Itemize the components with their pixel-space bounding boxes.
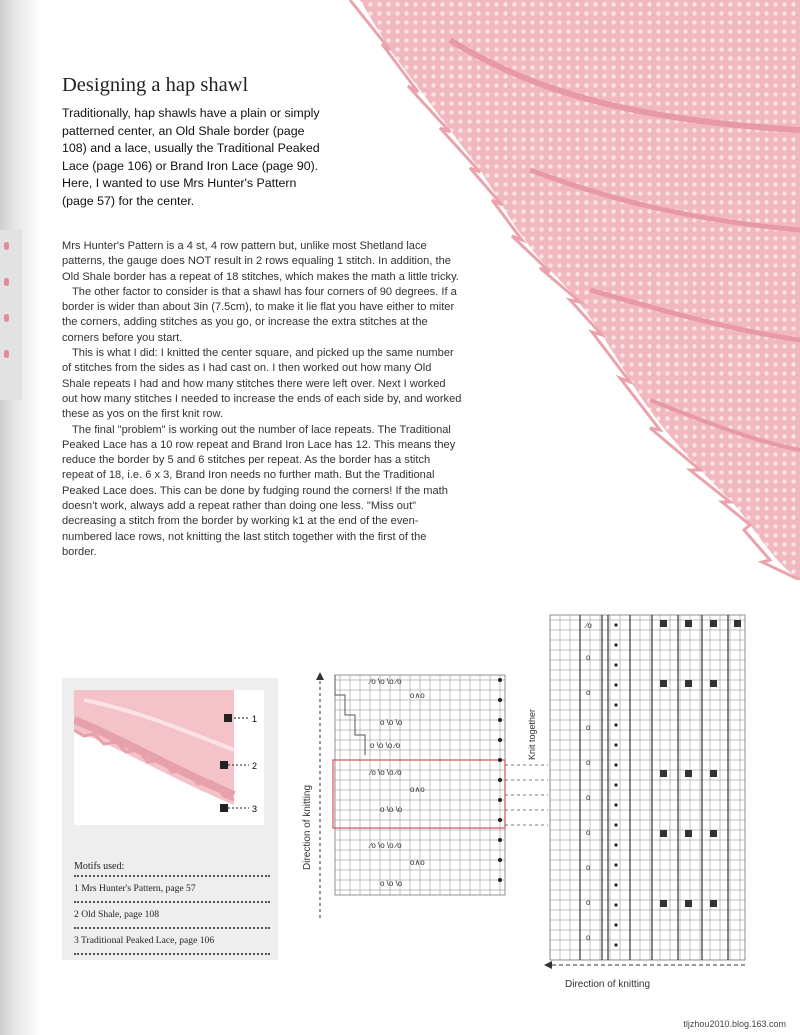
page-title: Designing a hap shawl <box>62 74 249 96</box>
motif-photo <box>74 690 264 825</box>
svg-text:o: o <box>586 828 591 837</box>
svg-text:∕o: ∕o <box>586 621 592 630</box>
svg-text:o: o <box>586 898 591 907</box>
motifs-panel <box>62 678 278 960</box>
svg-text:o: o <box>586 933 591 942</box>
svg-text:o: o <box>586 863 591 872</box>
intro-paragraph: Traditionally, hap shawls have a plain or simply patterned center, an Old Shale border (page 108) and a lace, usually the Traditional Peaked Lace (page 106) or Brand Iron Lace (page 90). Here, I wanted to use Mrs Hunter's Pattern (page 57) for the center. <box>62 106 320 208</box>
svg-text:o: o <box>586 758 591 767</box>
svg-text:o \o \o ∕o: o \o \o ∕o <box>370 741 401 750</box>
motif-item: 2 Old Shale, page 108 <box>74 901 270 927</box>
svg-text:o \o \o: o \o \o <box>380 805 403 814</box>
svg-text:o \o \o: o \o \o <box>380 718 403 727</box>
peaked-lace-chart <box>302 672 548 920</box>
callout-1: 1 <box>252 714 258 724</box>
svg-text:∕o \o \o ∕o: ∕o \o \o ∕o <box>370 768 402 777</box>
body-paragraph: Mrs Hunter's Pattern is a 4 st, 4 row pattern but, unlike most Shetland lace patterns, the gauge does NOT result in 2 rows equaling 1 stitch. In addition, the Old Shale border has a repeat of 18 stitches, which makes the math a little tricky. <box>62 240 459 283</box>
body-text <box>62 239 462 560</box>
svg-text:∕o \o \o ∕o: ∕o \o \o ∕o <box>370 841 402 850</box>
svg-text:o: o <box>586 688 591 697</box>
body-paragraph: This is what I did: I knitted the center square, and picked up the same number of stitches from the sides as I had cast on. I then worked out how many Old Shale repeats I had and how many stitches there were left over. Next I worked out how many stitches I needed to increase the ends of each side by, and worked these as yos on the first knit row. <box>62 347 462 421</box>
svg-text:o: o <box>586 653 591 662</box>
motif-item: 3 Traditional Peaked Lace, page 106 <box>74 927 270 955</box>
callout-3: 3 <box>252 804 258 814</box>
previous-page-edge <box>0 230 22 400</box>
direction-label-horizontal: Direction of knitting <box>565 979 651 990</box>
direction-label-vertical: Direction of knitting <box>302 784 313 870</box>
motifs-list <box>74 875 270 955</box>
motifs-heading: Motifs used: <box>74 861 125 872</box>
knitting-chart <box>290 600 760 1000</box>
callout-2: 2 <box>252 761 258 771</box>
svg-text:o∧o: o∧o <box>410 691 425 700</box>
watermark: tljzhou2010.blog.163.com <box>683 1019 786 1029</box>
old-shale-chart <box>544 615 745 990</box>
svg-text:o: o <box>586 723 591 732</box>
book-spine-shadow <box>0 0 42 1035</box>
svg-text:o∧o: o∧o <box>410 858 425 867</box>
svg-text:o \o \o: o \o \o <box>380 879 403 888</box>
knit-together-label: Knit together <box>527 708 537 760</box>
body-paragraph: The other factor to consider is that a shawl has four corners of 90 degrees. If a border is wider than about 3in (7.5cm), to make it lie flat you have either to miter the corners, adding stitches as you go, or increase the extra stitches at the corners before you start. <box>62 285 457 344</box>
svg-text:o∧o: o∧o <box>410 785 425 794</box>
svg-text:o: o <box>586 793 591 802</box>
svg-text:∕o \o \o ∕o: ∕o \o \o ∕o <box>370 677 402 686</box>
motif-item: 1 Mrs Hunter's Pattern, page 57 <box>74 875 270 901</box>
body-paragraph: The final "problem" is working out the number of lace repeats. The Traditional Peaked Lace has a 10 row repeat and Brand Iron Lace has 12. This means they reduce the border by 5 and 6 stitches per repeat. As the border has a stitch repeat of 18, i.e. 6 x 3, Brand Iron needs no further math. But the Traditional Peaked Lace does. This can be done by fudging round the corners! If the math doesn't work, always add a repeat rather than doing one less. "Miss out" decreasing a stitch from the border by working k1 at the end of the even-numbered lace rows, not knitting the last stitch together with the first of the border. <box>62 423 456 558</box>
